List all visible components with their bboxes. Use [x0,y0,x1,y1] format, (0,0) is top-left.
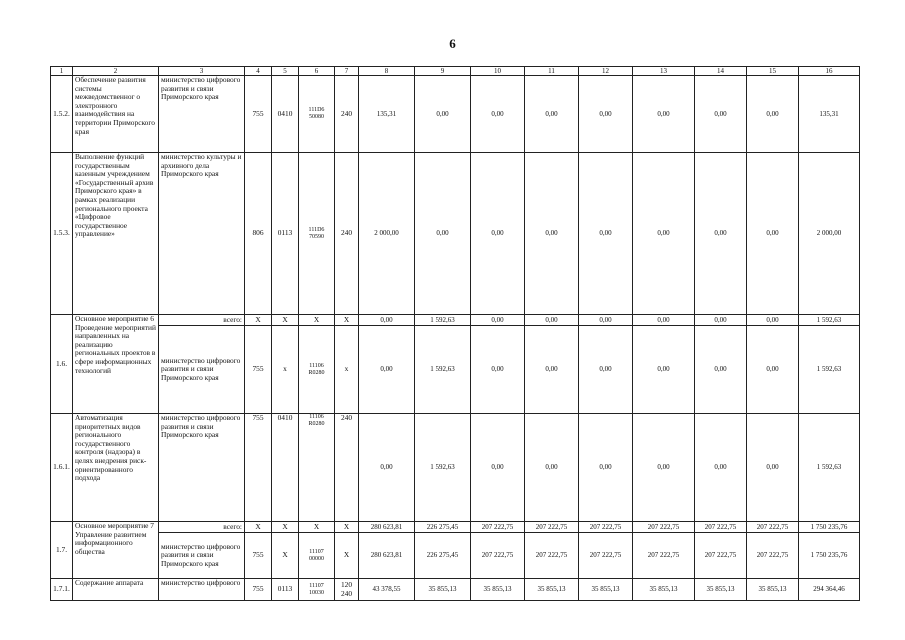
table-row [51,579,860,601]
amount-cell: 0,00 [747,76,799,153]
event-name: Обеспечение развития системы межведомственног о электронного взаимодействия на территории Приморского края [73,76,159,153]
csr-code: 111D6 50080 [299,76,335,153]
amount-cell: 135,31 [359,76,415,153]
amount-cell: 207 222,75 [579,533,633,579]
amount-cell: 35 855,13 [747,579,799,601]
csr-code: X [299,315,335,326]
amount-cell: 0,00 [525,153,579,315]
amount-cell: 0,00 [695,414,747,522]
amount-cell: 0,00 [471,414,525,522]
column-header: 3 [159,67,245,76]
amount-cell: 1 592,63 [799,315,860,326]
grbs-code: X [245,522,272,533]
amount-cell: 0,00 [579,315,633,326]
amount-cell: 1 592,63 [415,326,471,414]
vr-code: x [335,326,359,414]
amount-cell: 0,00 [525,326,579,414]
table-row [51,414,860,522]
executor: министерство цифрового развития и связи Приморского края [159,533,245,579]
total-row [51,315,860,326]
amount-cell: 1 592,63 [799,326,860,414]
column-header: 12 [579,67,633,76]
grbs-code: 755 [245,579,272,601]
amount-cell: 0,00 [359,414,415,522]
amount-cell: 0,00 [415,153,471,315]
amount-cell: 0,00 [579,76,633,153]
amount-cell: 207 222,75 [633,522,695,533]
vr-code: X [335,522,359,533]
csr-code: 11107 00000 [299,533,335,579]
column-number-row [51,67,860,76]
column-header: 7 [335,67,359,76]
rzpr-code: 0113 [272,153,299,315]
amount-cell: 0,00 [415,76,471,153]
total-label: всего: [159,522,245,533]
amount-cell: 207 222,75 [695,533,747,579]
row-number: 1.5.3. [51,153,73,315]
row-number: 1.7.1. [51,579,73,601]
amount-cell: 294 364,46 [799,579,860,601]
column-header: 2 [73,67,159,76]
amount-cell: 35 855,13 [579,579,633,601]
rzpr-code: 0113 [272,579,299,601]
vr-code: 120 240 [335,579,359,601]
amount-cell: 0,00 [633,76,695,153]
amount-cell: 0,00 [525,414,579,522]
row-number: 1.7. [51,522,73,579]
amount-cell: 226 275,45 [415,533,471,579]
amount-cell: 207 222,75 [633,533,695,579]
amount-cell: 35 855,13 [633,579,695,601]
column-header: 5 [272,67,299,76]
amount-cell: 0,00 [471,153,525,315]
amount-cell: 207 222,75 [525,533,579,579]
amount-cell: 0,00 [633,414,695,522]
amount-cell: 0,00 [471,326,525,414]
grbs-code: 806 [245,153,272,315]
amount-cell: 1 592,63 [799,414,860,522]
row-number: 1.5.2. [51,76,73,153]
rzpr-code: X [272,533,299,579]
amount-cell: 43 378,55 [359,579,415,601]
vr-code: X [335,315,359,326]
amount-cell: 226 275,45 [415,522,471,533]
vr-code: 240 [335,153,359,315]
amount-cell: 35 855,13 [471,579,525,601]
amount-cell: 207 222,75 [747,522,799,533]
row-number: 1.6. [51,315,73,414]
event-name: Основное мероприятие 6 Проведение мероприятий направленных на реализацию региональных проектов в сфере информационных технологий [73,315,159,414]
grbs-code: 755 [245,533,272,579]
table-row [51,153,860,315]
rzpr-code: x [272,326,299,414]
column-header: 15 [747,67,799,76]
amount-cell: 1 592,63 [415,315,471,326]
amount-cell: 0,00 [747,326,799,414]
event-name: Содержание аппарата [73,579,159,601]
grbs-code: 755 [245,326,272,414]
rzpr-code: 0410 [272,76,299,153]
executor: министерство цифрового [159,579,245,601]
row-number: 1.6.1. [51,414,73,522]
vr-code: X [335,533,359,579]
amount-cell: 0,00 [695,76,747,153]
amount-cell: 0,00 [747,153,799,315]
amount-cell: 1 750 235,76 [799,533,860,579]
amount-cell: 35 855,13 [525,579,579,601]
amount-cell: 280 623,81 [359,522,415,533]
amount-cell: 0,00 [747,414,799,522]
csr-code: 11106 R0280 [299,326,335,414]
executor: министерство цифрового развития и связи Приморского края [159,326,245,414]
amount-cell: 0,00 [579,414,633,522]
amount-cell: 0,00 [633,315,695,326]
grbs-code: 755 [245,76,272,153]
amount-cell: 35 855,13 [695,579,747,601]
amount-cell: 0,00 [633,326,695,414]
budget-table [50,66,860,601]
amount-cell: 0,00 [525,76,579,153]
amount-cell: 207 222,75 [695,522,747,533]
amount-cell: 135,31 [799,76,860,153]
column-header: 11 [525,67,579,76]
column-header: 4 [245,67,272,76]
amount-cell: 0,00 [471,315,525,326]
total-row [51,522,860,533]
amount-cell: 0,00 [579,326,633,414]
rzpr-code: X [272,522,299,533]
column-header: 10 [471,67,525,76]
amount-cell: 0,00 [579,153,633,315]
amount-cell: 0,00 [633,153,695,315]
csr-code: 11107 10030 [299,579,335,601]
amount-cell: 207 222,75 [747,533,799,579]
column-header: 16 [799,67,860,76]
event-name: Выполнение функций государственным казенным учреждением «Государственный архив Приморского края» в рамках реализации регионального проекта «Цифровое государственное управление» [73,153,159,315]
column-header: 8 [359,67,415,76]
executor: министерство культуры и архивного дела Приморского края [159,153,245,315]
column-header: 6 [299,67,335,76]
amount-cell: 207 222,75 [471,522,525,533]
amount-cell: 207 222,75 [525,522,579,533]
vr-code: 240 [335,414,359,522]
amount-cell: 0,00 [747,315,799,326]
amount-cell: 280 623,81 [359,533,415,579]
csr-code: 11106 R0280 [299,414,335,522]
table-row [51,76,860,153]
amount-cell: 0,00 [525,315,579,326]
vr-code: 240 [335,76,359,153]
total-label: всего: [159,315,245,326]
amount-cell: 1 592,63 [415,414,471,522]
column-header: 14 [695,67,747,76]
rzpr-code: X [272,315,299,326]
page-number: 6 [449,36,456,51]
column-header: 9 [415,67,471,76]
amount-cell: 0,00 [359,315,415,326]
amount-cell: 2 000,00 [359,153,415,315]
table-row [51,533,860,579]
amount-cell: 0,00 [695,326,747,414]
amount-cell: 0,00 [695,153,747,315]
amount-cell: 207 222,75 [471,533,525,579]
executor: министерство цифрового развития и связи Приморского края [159,76,245,153]
csr-code: X [299,522,335,533]
event-name: Основное мероприятие 7 Управление развитием информационного общества [73,522,159,579]
amount-cell: 35 855,13 [415,579,471,601]
executor: министерство цифрового развития и связи Приморского края [159,414,245,522]
amount-cell: 0,00 [471,76,525,153]
rzpr-code: 0410 [272,414,299,522]
grbs-code: X [245,315,272,326]
amount-cell: 2 000,00 [799,153,860,315]
amount-cell: 0,00 [359,326,415,414]
amount-cell: 1 750 235,76 [799,522,860,533]
amount-cell: 207 222,75 [579,522,633,533]
csr-code: 111D6 70590 [299,153,335,315]
grbs-code: 755 [245,414,272,522]
column-header: 13 [633,67,695,76]
table-row [51,326,860,414]
column-header: 1 [51,67,73,76]
event-name: Автоматизация приоритетных видов регионального государственного контроля (надзора) в целях внедрения риск-ориентированного подхода [73,414,159,522]
amount-cell: 0,00 [695,315,747,326]
